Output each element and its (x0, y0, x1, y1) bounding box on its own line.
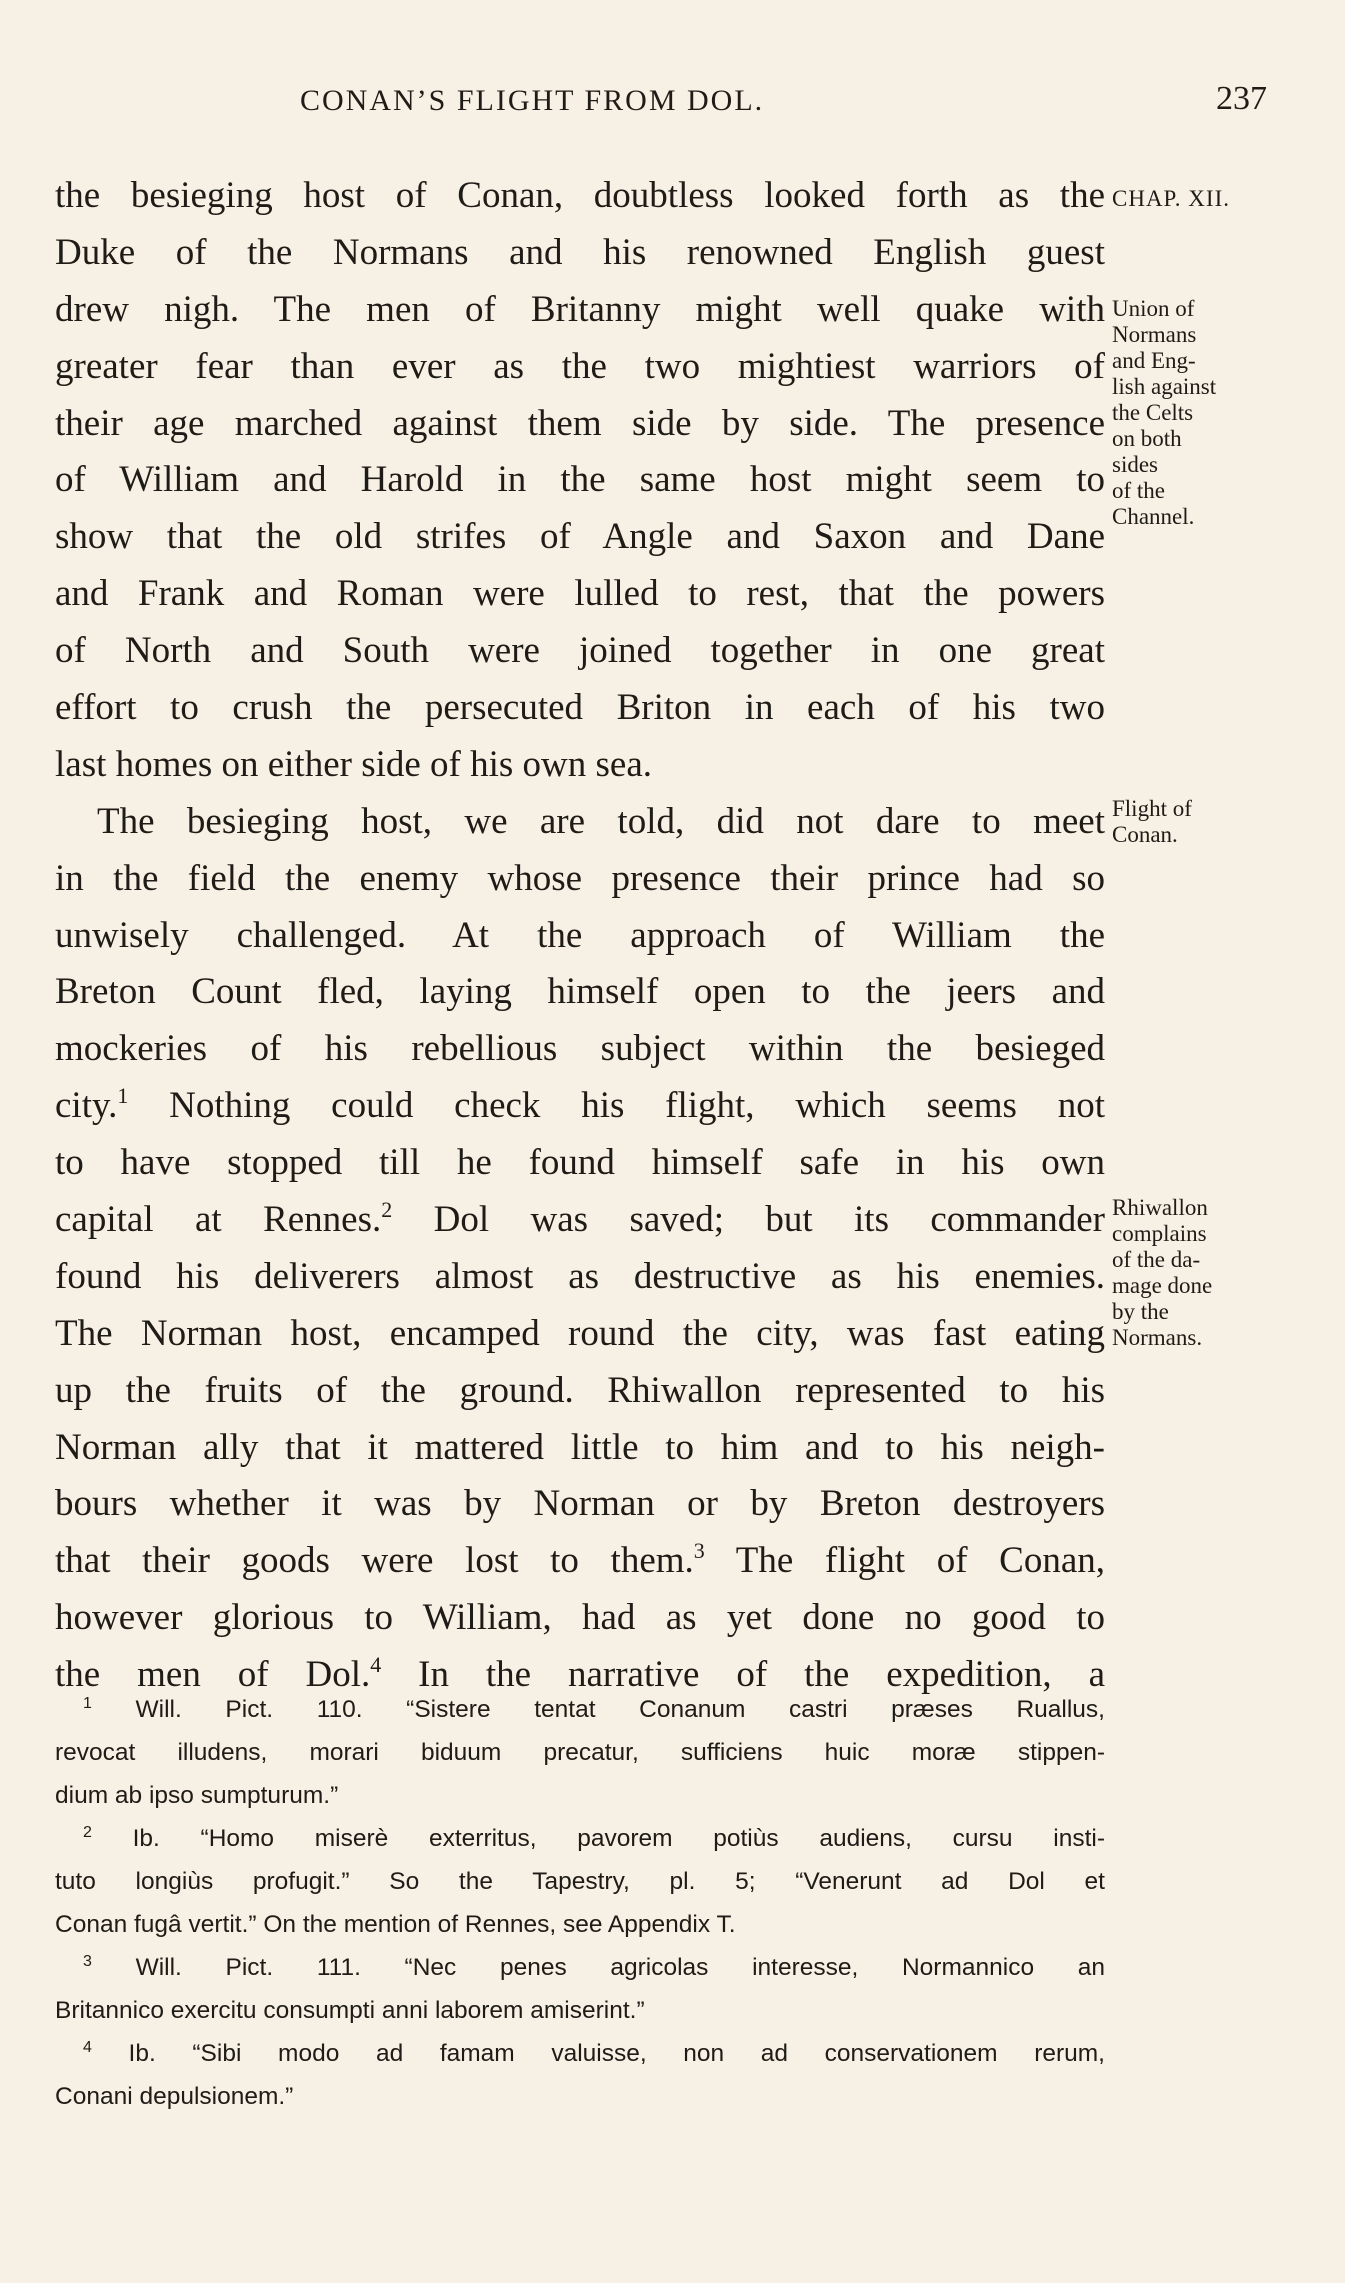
text-line: city.$^1$ Nothing could check his flight, which seems not (55, 1083, 1106, 1127)
main-text (55, 168, 1105, 1704)
margin-notes (1112, 0, 1345, 2283)
footnote-ref: 2 (381, 1197, 393, 1223)
margin-note-chapter: CHAP. XII. (1112, 186, 1230, 211)
footnotes (55, 1688, 1105, 2118)
text-line: of William and Harold in the same host might seem to (55, 459, 1105, 501)
text-line: last homes on either side of his own sea. (55, 743, 653, 785)
footnote-line: tuto longiùs profugit.” So the Tapestry, pl. 5; “Venerunt ad Dol et (55, 1868, 1105, 1895)
footnote-line: $^2$ Ib. “Homo miserè exterritus, pavorem potiùs audiens, cursu insti- (83, 1824, 1105, 1852)
text-line: mockeries of his rebellious subject within the besieged (55, 1028, 1105, 1070)
margin-note-union: Union of Normans and Eng- lish against the Celts on both sides of the Channel. (1112, 296, 1217, 529)
text-line: Duke of the Normans and his renowned English guest (55, 231, 1105, 273)
text-line: that their goods were lost to them.$^3$ The flight of Conan, (55, 1538, 1105, 1582)
text-line: unwisely challenged. At the approach of William the (55, 914, 1105, 956)
text-line: drew nigh. The men of Britanny might well quake with (55, 288, 1105, 330)
text-line: to have stopped till he found himself safe in his own (55, 1142, 1105, 1184)
text-line: The besieging host, we are told, did not dare to meet (97, 800, 1105, 842)
footnote-line: Conan fugâ vertit.” On the mention of Rennes, see Appendix T. (55, 1911, 736, 1938)
footnote-ref: 4 (370, 1652, 382, 1678)
text-line: found his deliverers almost as destructive as his enemies. (55, 1255, 1105, 1297)
text-line: of North and South were joined together in one great (55, 630, 1105, 672)
footnote-ref: 3 (693, 1538, 705, 1564)
text-line: the besieging host of Conan, doubtless looked forth as the (55, 175, 1105, 216)
text-line: their age marched against them side by side. The presence (55, 402, 1105, 444)
text-line: in the field the enemy whose presence their prince had so (55, 857, 1105, 899)
text-line: however glorious to William, had as yet done no good to (55, 1597, 1105, 1639)
footnote-line: $^4$ Ib. “Sibi modo ad famam valuisse, non ad conservationem rerum, (83, 2039, 1105, 2067)
text-line: effort to crush the persecuted Briton in each of his two (55, 687, 1105, 729)
footnote-line: Conani depulsionem.” (55, 2083, 294, 2110)
text-line: up the fruits of the ground. Rhiwallon represented to his (55, 1369, 1105, 1411)
text-line: bours whether it was by Norman or by Breton destroyers (55, 1483, 1105, 1525)
text-line: show that the old strifes of Angle and Saxon and Dane (55, 516, 1105, 558)
text-line: The Norman host, encamped round the city, was fast eating (55, 1312, 1105, 1354)
footnote-ref: 1 (117, 1083, 129, 1109)
text-line: capital at Rennes.$^2$ Dol was saved; but its commander (55, 1197, 1106, 1241)
text-line: and Frank and Roman were lulled to rest, that the powers (55, 573, 1105, 615)
text-line: greater fear than ever as the two mightiest warriors of (55, 345, 1105, 387)
page-number: 237 (1216, 80, 1267, 117)
margin-note-flight: Flight of Conan. (1112, 796, 1192, 847)
footnote-line: $^1$ Will. Pict. 110. “Sistere tentat Conanum castri præses Ruallus, (83, 1695, 1105, 1723)
text-line: the men of Dol.$^4$ In the narrative of the expedition, a (55, 1652, 1105, 1696)
footnote-line: revocat illudens, morari biduum precatur, sufficiens huic moræ stippen- (55, 1739, 1105, 1766)
footnote-line: $^3$ Will. Pict. 111. “Nec penes agricolas interesse, Normannico an (83, 1953, 1105, 1981)
footnote-line: Britannico exercitu consumpti anni laborem amiserint.” (55, 1997, 645, 2024)
running-title: CONAN’S FLIGHT FROM DOL. (300, 84, 765, 117)
text-line: Breton Count fled, laying himself open to the jeers and (55, 971, 1105, 1013)
margin-note-rhiwallon: Rhiwallon complains of the da- mage done by the Normans. (1112, 1195, 1213, 1350)
text-line: Norman ally that it mattered little to him and to his neigh- (55, 1426, 1105, 1468)
footnote-line: dium ab ipso sumpturum.” (55, 1782, 339, 1809)
